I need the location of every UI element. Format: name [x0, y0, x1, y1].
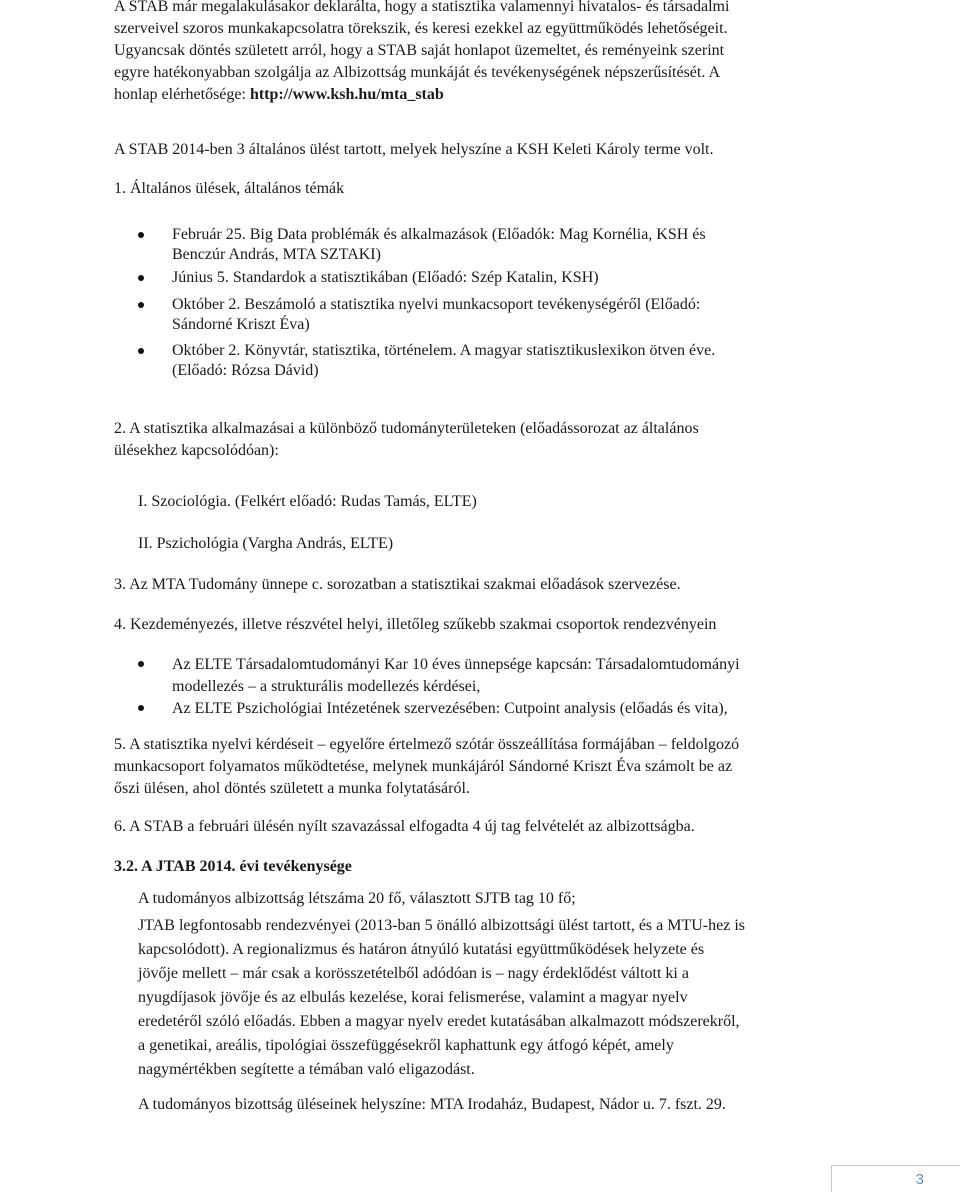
section1-title: 1. Általános ülések, általános témák [114, 180, 345, 197]
list-item-line: Sándorné Kriszt Éva) [172, 316, 310, 333]
jtab-heading [114, 856, 352, 878]
list-item-line: Október 2. Beszámoló a statisztika nyelvi munkacsoport tevékenységéről (Előadó: [172, 296, 701, 313]
list-item-line: modellezés – a strukturális modellezés kérdései, [172, 678, 481, 695]
homepage-url[interactable]: http://www.ksh.hu/mta_stab [249, 86, 444, 103]
section5-line: munkacsoport folyamatos működtetése, melynek munkájáról Sándorné Kriszt Éva számolt be az [114, 758, 733, 775]
section2-item: II. Pszichológia (Vargha András, ELTE) [138, 535, 394, 552]
jtab-line: kapcsolódott). A regionalizmus és határon átnyúló kutatási együttműködések helyzete és [138, 941, 705, 958]
list-item [114, 698, 848, 720]
intro-paragraph [114, 0, 848, 106]
list-item [114, 295, 848, 335]
section2-item: I. Szociológia. (Felkért előadó: Rudas Tamás, ELTE) [138, 493, 477, 510]
section4-title: 4. Kezdeményezés, illetve részvétel helyi, illetőleg szűkebb szakmai csoportok rendezvényein [114, 616, 717, 633]
meetings-summary: A STAB 2014-ben 3 általános ülést tartott, melyek helyszíne a KSH Keleti Károly terme volt. [114, 141, 714, 158]
list-item [114, 268, 848, 288]
section5-line: 5. A statisztika nyelvi kérdéseit – egyelőre értelmező szótár összeállítása formájában – feldolgozó [114, 736, 740, 753]
list-item [114, 225, 848, 265]
intro-line: A STAB már megalakulásakor deklarálta, hogy a statisztika valamennyi hivatalos- és társadalmi [114, 0, 730, 15]
jtab-staff: A tudományos albizottság létszáma 20 fő, választott SJTB tag 10 fő; [138, 890, 576, 907]
jtab-events-paragraph [138, 914, 848, 1082]
section5 [114, 734, 848, 800]
jtab-heading-text: 3.2. A JTAB 2014. évi tevékenysége [114, 858, 352, 875]
intro-line: Ugyancsak döntés született arról, hogy a STAB saját honlapot üzemeltet, és reményeink szerint [114, 42, 725, 59]
list-item-line: Június 5. Standardok a statisztikában (Előadó: Szép Katalin, KSH) [172, 269, 599, 286]
jtab-line: eredetéről szóló előadás. Ebben a magyar nyelv eredet kutatásában alkalmazott módszerekről, [138, 1013, 740, 1030]
page-number: 3 [915, 1171, 924, 1188]
section2-line: ülésekhez kapcsolódóan): [114, 442, 279, 459]
jtab-venue: A tudományos bizottság üléseinek helyszíne: MTA Irodaház, Budapest, Nádor u. 7. fszt. 29. [138, 1096, 726, 1113]
intro-line [114, 84, 848, 106]
section1-list [114, 225, 848, 381]
section2-line: 2. A statisztika alkalmazásai a különböző tudományterületeken (előadássorozat az általános [114, 420, 699, 437]
jtab-line: a genetikai, areális, tipológiai összefüggésekről kaphattunk egy átfogó képét, amely [138, 1037, 674, 1054]
list-item [114, 654, 848, 698]
section3: 3. Az MTA Tudomány ünnepe c. sorozatban a statisztikai szakmai előadások szervezése. [114, 576, 681, 593]
list-item-line: Az ELTE Társadalomtudományi Kar 10 éves ünnepsége kapcsán: Társadalomtudományi [172, 656, 740, 673]
list-item-line: Benczúr András, MTA SZTAKI) [172, 246, 381, 263]
section6: 6. A STAB a februári ülésén nyílt szavazással elfogadta 4 új tag felvételét az albizottságba. [114, 818, 695, 835]
jtab-line: jövője mellett – már csak a korösszetételből adódóan is – nagy érdeklődést váltott ki a [138, 965, 689, 982]
homepage-label: honlap elérhetősége: [114, 86, 250, 103]
intro-line: egyre hatékonyabban szolgálja az Albizottság munkáját és tevékenységének népszerűsítését. A [114, 64, 721, 81]
section2 [114, 418, 848, 462]
list-item-line: (Előadó: Rózsa Dávid) [172, 362, 319, 379]
section4-list [114, 654, 848, 720]
jtab-line: JTAB legfontosabb rendezvényei (2013-ban 5 önálló albizottsági ülést tartott, és a MTU-hez is [138, 917, 745, 934]
jtab-line: nagymértékben segítette a témában való eligazodást. [138, 1061, 475, 1078]
list-item-line: Október 2. Könyvtár, statisztika, történelem. A magyar statisztikuslexikon ötven éve. [172, 342, 716, 359]
section5-line: őszi ülésen, ahol döntés született a munka folytatásáról. [114, 780, 470, 797]
intro-line: szerveivel szoros munkakapcsolatra törekszik, és keresi ezekkel az együttműködés lehetőségeit. [114, 20, 728, 37]
jtab-line: nyugdíjasok jövője és az elbulás kezelése, korai felismerése, valamint a magyar nyelv [138, 989, 688, 1006]
list-item [114, 341, 848, 381]
page-footer-box [831, 1165, 960, 1192]
list-item-line: Február 25. Big Data problémák és alkalmazások (Előadók: Mag Kornélia, KSH és [172, 226, 706, 243]
list-item-line: Az ELTE Pszichológiai Intézetének szervezésében: Cutpoint analysis (előadás és vita), [172, 700, 728, 717]
